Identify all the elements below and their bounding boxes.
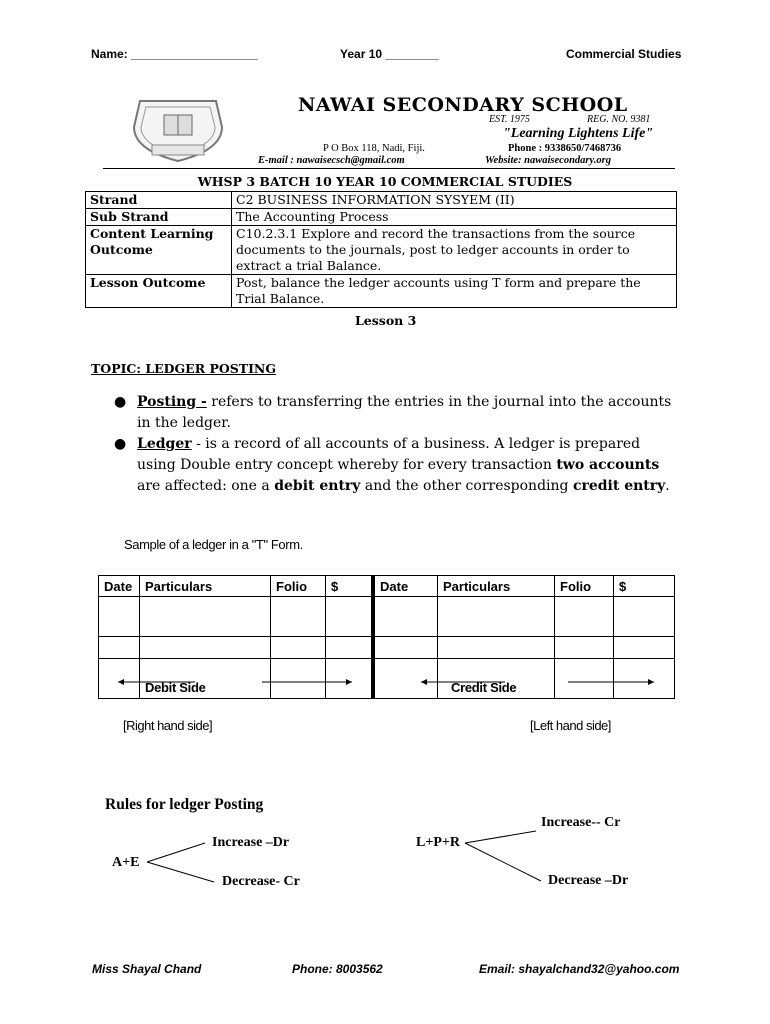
ledger-def-debit-entry: debit entry <box>274 478 361 494</box>
ledger-def-two-accounts: two accounts <box>556 457 660 473</box>
topic-heading: TOPIC: LEDGER POSTING <box>91 361 277 376</box>
bullet-icon: ● <box>114 436 127 452</box>
footer-phone: Phone: 8003562 <box>292 962 383 976</box>
sub-strand-key: Sub Strand <box>86 209 232 226</box>
credit-side-label: Credit Side <box>451 680 517 695</box>
clo-key: Content Learning Outcome <box>86 226 232 275</box>
school-name: NAWAI SECONDARY SCHOOL <box>298 94 628 116</box>
col-folio-debit: Folio <box>271 576 326 597</box>
sample-caption: Sample of a ledger in a "T" Form. <box>124 537 303 552</box>
rules-title: Rules for ledger Posting <box>105 796 264 813</box>
lesson-outcome-key: Lesson Outcome <box>86 275 232 308</box>
bullet-icon: ● <box>114 394 127 410</box>
right-hand-side-label: [Right hand side] <box>123 718 213 733</box>
school-phone: Phone : 9338650/7468736 <box>508 143 622 154</box>
rule-ae-decrease: Decrease- Cr <box>222 874 300 889</box>
debit-side-label: Debit Side <box>145 680 206 695</box>
posting-term: Posting - <box>137 394 207 410</box>
col-particulars-debit: Particulars <box>140 576 271 597</box>
footer-email: Email: shayalchand32@yahoo.com <box>479 962 680 976</box>
ledger-def-part3: and the other corresponding <box>364 478 569 494</box>
rule-lpr: L+P+R <box>416 835 460 850</box>
subject-label: Commercial Studies <box>566 47 682 61</box>
school-motto: "Learning Lightens Life" <box>503 126 654 141</box>
ledger-term: Ledger <box>137 436 192 452</box>
footer-teacher: Miss Shayal Chand <box>92 962 202 976</box>
year-field-label: Year 10 ________ <box>340 47 439 61</box>
strand-key: Strand <box>86 192 232 209</box>
col-particulars-credit: Particulars <box>438 576 555 597</box>
batch-title: WHSP 3 BATCH 10 YEAR 10 COMMERCIAL STUDIES <box>197 174 573 189</box>
lesson-number: Lesson 3 <box>355 313 417 328</box>
strand-value: C2 BUSINESS INFORMATION SYSYEM (II) <box>232 192 677 209</box>
clo-value: C10.2.3.1 Explore and record the transactions from the source documents to the journals, post to ledger accounts in order to extract a trial Balance. <box>232 226 677 275</box>
col-amount-credit: $ <box>614 576 675 597</box>
ledger-def-part1: - is a record of all accounts of a business. A ledger is prepared using Double entry concept whereby for every transaction <box>137 436 641 473</box>
ledger-def-part2: are affected: one a <box>137 478 270 494</box>
rule-lpr-decrease: Decrease –Dr <box>548 873 629 888</box>
name-field-label: Name: ___________________ <box>91 47 258 61</box>
school-website: Website: nawaisecondary.org <box>485 155 611 166</box>
rule-lpr-increase: Increase-- Cr <box>541 815 621 830</box>
school-email: E-mail : nawaisecsch@gmail.com <box>258 155 405 166</box>
posting-definition: refers to transferring the entries in the journal into the accounts in the ledger. <box>137 394 672 431</box>
sub-strand-value: The Accounting Process <box>232 209 677 226</box>
col-amount-debit: $ <box>326 576 374 597</box>
rule-ae: A+E <box>112 855 140 870</box>
school-address: P O Box 118, Nadi, Fiji. <box>323 143 425 154</box>
ledger-def-credit-entry: credit entry <box>572 478 666 494</box>
school-reg: REG. NO. 9381 <box>587 114 651 125</box>
school-est: EST. 1975 <box>489 114 530 125</box>
col-date-debit: Date <box>99 576 140 597</box>
col-folio-credit: Folio <box>555 576 614 597</box>
left-hand-side-label: [Left hand side] <box>530 718 611 733</box>
ledger-def-end: . <box>665 478 670 494</box>
lesson-outcome-value: Post, balance the ledger accounts using T form and prepare the Trial Balance. <box>232 275 677 308</box>
col-date-credit: Date <box>373 576 438 597</box>
rule-ae-increase: Increase –Dr <box>212 835 290 850</box>
